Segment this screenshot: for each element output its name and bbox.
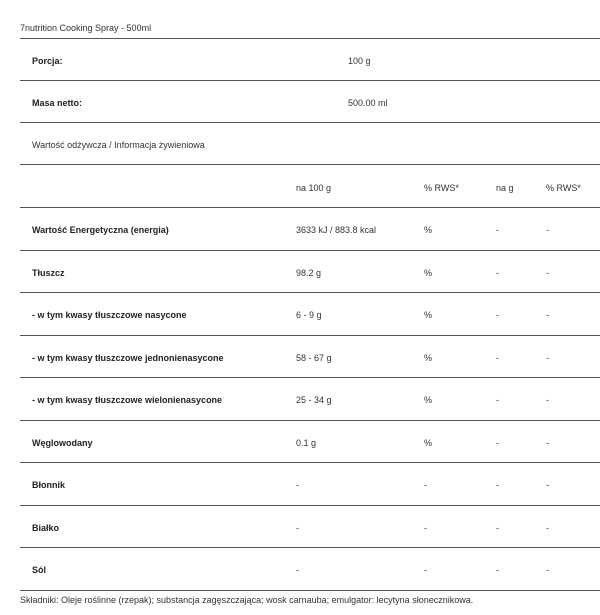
value-rws: % [424, 267, 433, 278]
nutrient-name: Białko [32, 522, 60, 533]
value-rws: % [424, 395, 433, 405]
value-per100: 6 - 9 g [296, 310, 322, 320]
value-per100: 3633 kJ / 883.8 kcal [296, 225, 377, 235]
value-rws2: - [546, 437, 549, 448]
nutrient-name: - w tym kwasy tłuszczowe wielonienasycone [32, 395, 223, 405]
value-rws: % [424, 310, 433, 320]
nutrient-name: - w tym kwasy tłuszczowe nasycone [32, 310, 187, 320]
value-per100: 25 - 34 g [296, 395, 332, 405]
value-per100: 0.1 g [296, 437, 317, 448]
nutrient-name: Wartość Energetyczna (energia) [32, 225, 169, 235]
table-row [20, 462, 600, 506]
value-rws2: - [546, 522, 549, 533]
table-row [20, 505, 600, 549]
value-rws2: - [546, 395, 549, 405]
table-row [20, 335, 600, 379]
value-per100: - [296, 480, 299, 490]
value-rws: % [424, 225, 433, 235]
value-rws: - [424, 480, 427, 490]
value-rws2: - [546, 352, 549, 363]
value-rws: - [424, 565, 427, 575]
masa-value: 500.00 ml [348, 98, 388, 108]
header-nag: na g [496, 183, 514, 193]
value-nag: - [496, 310, 499, 320]
table-row [20, 292, 600, 336]
table-row [20, 547, 600, 591]
value-rws2: - [546, 310, 549, 320]
table-row [20, 250, 600, 294]
nutrient-name: Węglowodany [32, 437, 93, 448]
header-per100: na 100 g [296, 183, 332, 193]
value-rws: % [424, 437, 433, 448]
porcja-label: Porcja: [32, 56, 63, 66]
nutrient-name: Błonnik [32, 480, 65, 490]
porcja-row [20, 38, 600, 81]
value-nag: - [496, 565, 499, 575]
table-bottom-border [20, 590, 600, 591]
value-nag: - [496, 480, 499, 490]
product-title: 7nutrition Cooking Spray - 500ml [20, 23, 152, 33]
value-nag: - [496, 522, 499, 533]
value-nag: - [496, 267, 499, 278]
value-per100: 98.2 g [296, 267, 322, 278]
header-rws2: % RWS* [546, 183, 581, 193]
table-row [20, 377, 600, 421]
nutrient-name: - w tym kwasy tłuszczowe jednonienasycone [32, 352, 224, 363]
masa-row [20, 80, 600, 123]
nutrient-name: Tłuszcz [32, 267, 65, 278]
ingredients: Składniki: Oleje roślinne (rzepak); substancja zagęszczająca; wosk carnauba; emulgator: lecytyna słonecznikowa. [20, 595, 474, 605]
value-per100: 58 - 67 g [296, 352, 332, 363]
value-nag: - [496, 225, 499, 235]
porcja-value: 100 g [348, 56, 371, 66]
value-nag: - [496, 437, 499, 448]
value-rws2: - [546, 225, 549, 235]
table-row [20, 207, 600, 251]
masa-label: Masa netto: [32, 98, 83, 108]
value-rws: % [424, 352, 433, 363]
nutrient-name: Sól [32, 565, 47, 575]
value-rws2: - [546, 267, 549, 278]
value-per100: - [296, 522, 299, 533]
value-rws2: - [546, 565, 549, 575]
value-nag: - [496, 352, 499, 363]
table-row [20, 420, 600, 464]
value-nag: - [496, 395, 499, 405]
table-header [20, 164, 600, 207]
value-rws2: - [546, 480, 549, 490]
value-rws: - [424, 522, 427, 533]
section-label: Wartość odżywcza / Informacja żywieniowa [32, 140, 205, 150]
value-per100: - [296, 565, 299, 575]
header-rws: % RWS* [424, 183, 459, 193]
section-row [20, 122, 600, 165]
